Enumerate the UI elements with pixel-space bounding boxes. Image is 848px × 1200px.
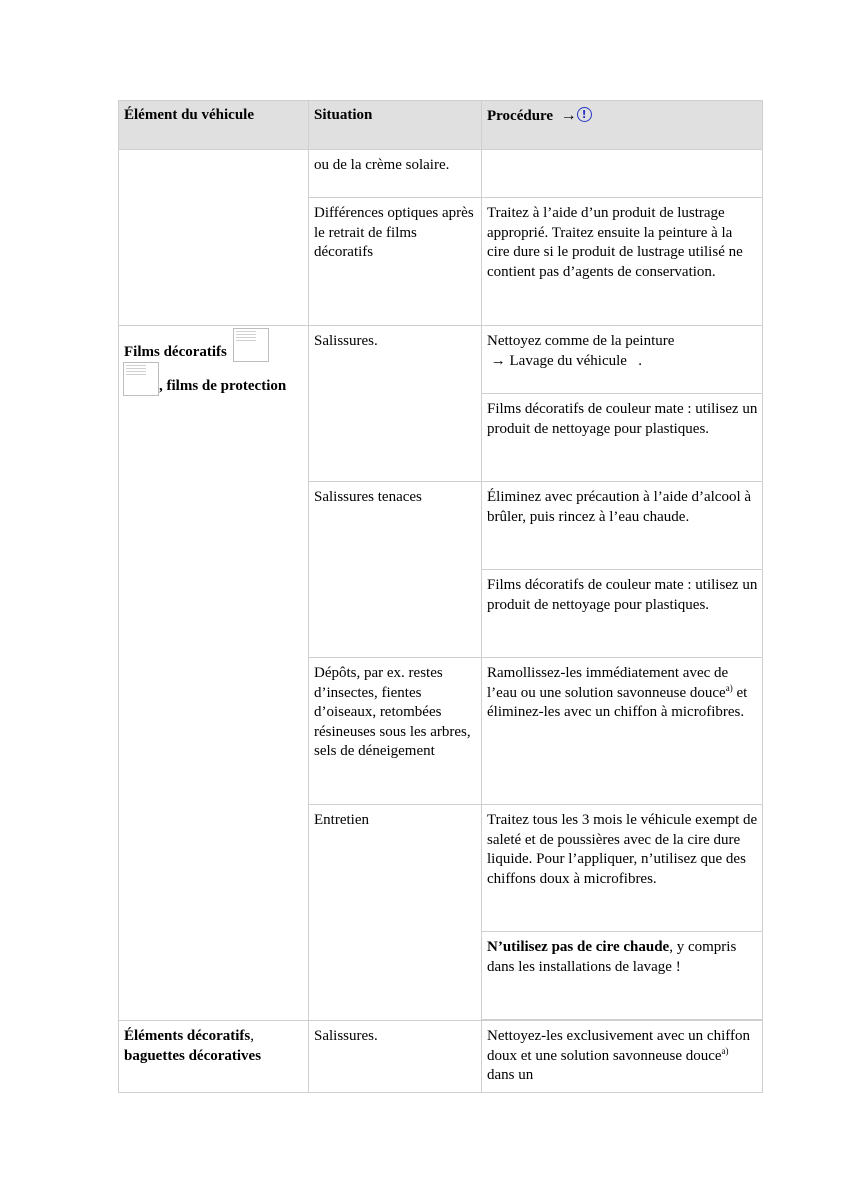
- situation-cell: Salissures tenaces: [309, 482, 482, 658]
- procedure-cell: N’utilisez pas de cire chaude, y compris dans les installations de lavage !: [482, 932, 763, 1020]
- procedure-cell: Éliminez avec précaution à l’aide d’alcool à brûler, puis rincez à l’eau chaude.: [482, 482, 763, 570]
- element-cell-continued: [119, 150, 309, 326]
- header-situation: Situation: [309, 101, 482, 150]
- situation-cell: Salissures.: [309, 1021, 482, 1093]
- cleaning-table: [118, 100, 763, 1093]
- table-row: [119, 326, 763, 394]
- table-row: [119, 150, 763, 198]
- element-cell-decorative: Éléments décoratifs, baguettes décoratives: [119, 1021, 309, 1093]
- header-arrow: →: [560, 107, 577, 124]
- header-procedure-label: Procédure: [487, 108, 554, 124]
- no-hot-wax-warning: N’utilisez pas de cire chaude: [487, 939, 670, 955]
- films-element-label: Films décoratifs: [124, 344, 227, 360]
- warning-circle-icon[interactable]: !: [577, 107, 592, 122]
- situation-cell: Différences optiques après le retrait de films décoratifs: [309, 198, 482, 326]
- procedure-cell: [482, 150, 763, 198]
- element-cell-films: [119, 326, 309, 1021]
- film-image-placeholder-1: [233, 328, 269, 362]
- vehicle-wash-link[interactable]: → Lavage du véhicule: [490, 352, 627, 369]
- procedure-cell: Traitez à l’aide d’un produit de lustrage approprié. Traitez ensuite la peinture à la cire dure si le produit de lustrage utilisé ne contient pas d’agents de conservation.: [482, 198, 763, 326]
- procedure-cell: Ramollissez-les immédiatement avec de l’eau ou une solution savonneuse douce$^{a)}$ et éliminez-les avec un chiffon à microfibres.: [482, 658, 763, 805]
- procedure-cell: Films décoratifs de couleur mate : utilisez un produit de nettoyage pour plastiques.: [482, 394, 763, 482]
- situation-cell: Salissures.: [309, 326, 482, 482]
- table-header-row: [119, 101, 763, 150]
- protection-film-label: , films de protection: [159, 378, 287, 394]
- situation-cell: Dépôts, par ex. restes d’insectes, fientes d’oiseaux, retombées résineuses sous les arbres, sels de déneigement: [309, 658, 482, 805]
- procedure-cell: Nettoyez comme de la peinture → Lavage du véhicule .: [482, 326, 763, 394]
- procedure-cell: Traitez tous les 3 mois le véhicule exempt de saleté et de poussières avec de la cire dure liquide. Pour l’appliquer, n’utilisez que des chiffons doux à microfibres.: [482, 805, 763, 932]
- table-row: [119, 1021, 763, 1093]
- film-image-placeholder-2: [123, 362, 159, 396]
- procedure-cell: Nettoyez-les exclusivement avec un chiffon doux et une solution savonneuse douce$^{a)}$ dans un: [482, 1021, 763, 1093]
- situation-cell: ou de la crème solaire.: [309, 150, 482, 198]
- situation-cell: Entretien: [309, 805, 482, 1021]
- header-vehicle-element: Élément du véhicule: [119, 101, 309, 150]
- header-procedure: [482, 101, 763, 150]
- procedure-cell: Films décoratifs de couleur mate : utilisez un produit de nettoyage pour plastiques.: [482, 570, 763, 658]
